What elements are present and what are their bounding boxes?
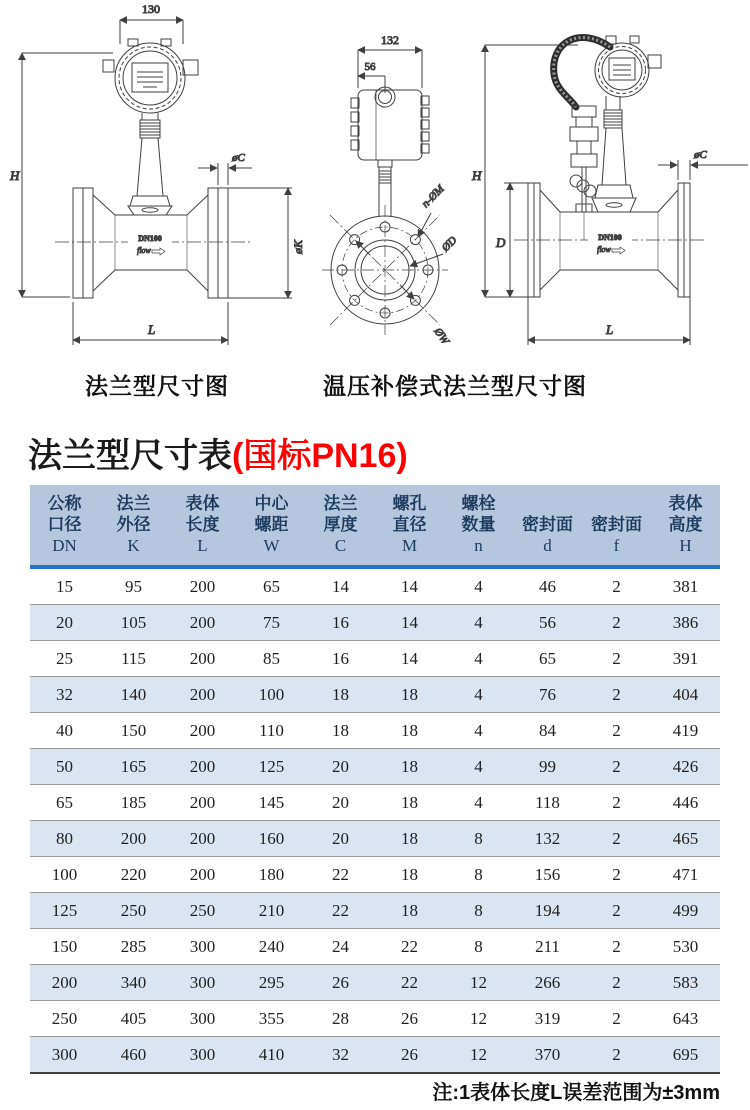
table-cell: 200 xyxy=(168,677,237,713)
table-cell: 105 xyxy=(99,605,168,641)
flange-type-drawing xyxy=(0,0,310,360)
table-cell: 12 xyxy=(444,1037,513,1074)
table-cell: 2 xyxy=(582,749,651,785)
table-cell: 295 xyxy=(237,965,306,1001)
table-cell: 266 xyxy=(513,965,582,1001)
table-cell: 4 xyxy=(444,749,513,785)
table-row xyxy=(30,749,720,785)
table-cell: 20 xyxy=(306,821,375,857)
table-cell: 8 xyxy=(444,821,513,857)
col-body-length: 表体 长度 L xyxy=(168,485,237,567)
table-row xyxy=(30,785,720,821)
col-bolt-hole-diameter: 螺孔 直径 M xyxy=(375,485,444,567)
table-cell: 4 xyxy=(444,641,513,677)
table-cell: 405 xyxy=(99,1001,168,1037)
dim-oC-label: øC xyxy=(232,152,245,164)
title-standard: (国标PN16) xyxy=(232,437,408,475)
table-cell: 18 xyxy=(375,713,444,749)
table-cell: 2 xyxy=(582,821,651,857)
table-cell: 12 xyxy=(444,965,513,1001)
table-cell: 8 xyxy=(444,929,513,965)
pipe-size-label2: DN100 xyxy=(598,233,622,242)
table-cell: 18 xyxy=(375,785,444,821)
table-cell: 240 xyxy=(237,929,306,965)
table-cell: 300 xyxy=(30,1037,99,1074)
table-row xyxy=(30,821,720,857)
flow-label2: flow xyxy=(597,245,611,254)
table-cell: 14 xyxy=(375,641,444,677)
table-cell: 75 xyxy=(237,605,306,641)
col-flange-thickness: 法兰 厚度 C xyxy=(306,485,375,567)
table-cell: 250 xyxy=(99,893,168,929)
table-cell: 300 xyxy=(168,1037,237,1074)
table-cell: 65 xyxy=(513,641,582,677)
table-cell: 32 xyxy=(306,1037,375,1074)
table-cell: 250 xyxy=(30,1001,99,1037)
table-cell: 95 xyxy=(99,567,168,605)
table-cell: 14 xyxy=(375,567,444,605)
table-cell: 15 xyxy=(30,567,99,605)
compensated-type-drawing xyxy=(460,0,750,360)
dim-132-label: 132 xyxy=(381,33,399,47)
dimension-table xyxy=(30,485,720,1074)
table-cell: 643 xyxy=(651,1001,720,1037)
table-cell: 2 xyxy=(582,785,651,821)
table-cell: 355 xyxy=(237,1001,306,1037)
table-note: 注:1表体长度L误差范围为±3mm xyxy=(432,1082,720,1104)
dim-L2-label: L xyxy=(606,322,614,337)
table-cell: 381 xyxy=(651,567,720,605)
table-row xyxy=(30,965,720,1001)
col-sealing-face-d: 密封面 d xyxy=(513,485,582,567)
table-cell: 386 xyxy=(651,605,720,641)
table-cell: 156 xyxy=(513,857,582,893)
table-cell: 2 xyxy=(582,1037,651,1074)
table-cell: 165 xyxy=(99,749,168,785)
col-bolt-count: 螺栓 数量 n xyxy=(444,485,513,567)
table-cell: 695 xyxy=(651,1037,720,1074)
table-cell: 145 xyxy=(237,785,306,821)
dim-130-label: 130 xyxy=(142,2,160,16)
table-cell: 410 xyxy=(237,1037,306,1074)
table-cell: 583 xyxy=(651,965,720,1001)
table-cell: 250 xyxy=(168,893,237,929)
table-cell: 4 xyxy=(444,713,513,749)
table-cell: 194 xyxy=(513,893,582,929)
table-cell: 20 xyxy=(306,749,375,785)
col-body-height: 表体 高度 H xyxy=(651,485,720,567)
table-cell: 100 xyxy=(30,857,99,893)
table-cell: 46 xyxy=(513,567,582,605)
table-cell: 2 xyxy=(582,605,651,641)
table-cell: 28 xyxy=(306,1001,375,1037)
table-cell: 2 xyxy=(582,677,651,713)
table-cell: 200 xyxy=(168,857,237,893)
table-cell: 22 xyxy=(375,929,444,965)
table-header xyxy=(30,485,720,567)
table-cell: 2 xyxy=(582,641,651,677)
table-cell: 22 xyxy=(306,857,375,893)
table-row xyxy=(30,857,720,893)
table-cell: 150 xyxy=(30,929,99,965)
pipe-size-label: DN100 xyxy=(138,234,162,243)
table-cell: 200 xyxy=(168,785,237,821)
table-cell: 460 xyxy=(99,1037,168,1074)
table-cell: 50 xyxy=(30,749,99,785)
dim-H-label: H xyxy=(10,168,20,183)
table-cell: 2 xyxy=(582,713,651,749)
table-cell: 12 xyxy=(444,1001,513,1037)
table-cell: 65 xyxy=(237,567,306,605)
table-cell: 18 xyxy=(375,821,444,857)
table-cell: 125 xyxy=(237,749,306,785)
table-cell: 200 xyxy=(99,821,168,857)
table-cell: 115 xyxy=(99,641,168,677)
table-cell: 471 xyxy=(651,857,720,893)
table-cell: 18 xyxy=(306,713,375,749)
table-cell: 25 xyxy=(30,641,99,677)
table-cell: 22 xyxy=(306,893,375,929)
table-cell: 26 xyxy=(375,1001,444,1037)
table-row xyxy=(30,567,720,605)
table-cell: 391 xyxy=(651,641,720,677)
table-cell: 200 xyxy=(168,713,237,749)
table-cell: 32 xyxy=(30,677,99,713)
table-cell: 85 xyxy=(237,641,306,677)
table-cell: 220 xyxy=(99,857,168,893)
table-row xyxy=(30,929,720,965)
table-row xyxy=(30,605,720,641)
table-cell: 4 xyxy=(444,605,513,641)
col-bolt-circle: 中心 螺距 W xyxy=(237,485,306,567)
table-cell: 26 xyxy=(306,965,375,1001)
table-cell: 300 xyxy=(168,965,237,1001)
dim-56-label: 56 xyxy=(364,61,376,73)
table-cell: 16 xyxy=(306,641,375,677)
table-cell: 56 xyxy=(513,605,582,641)
dim-D-label: D xyxy=(496,235,506,250)
table-cell: 84 xyxy=(513,713,582,749)
table-cell: 285 xyxy=(99,929,168,965)
table-cell: 370 xyxy=(513,1037,582,1074)
table-cell: 110 xyxy=(237,713,306,749)
table-row xyxy=(30,677,720,713)
table-cell: 4 xyxy=(444,785,513,821)
table-cell: 404 xyxy=(651,677,720,713)
title-main: 法兰型尺寸表 xyxy=(28,437,232,475)
table-cell: 20 xyxy=(306,785,375,821)
table-row xyxy=(30,641,720,677)
table-cell: 2 xyxy=(582,893,651,929)
table-cell: 210 xyxy=(237,893,306,929)
table-cell: 20 xyxy=(30,605,99,641)
table-cell: 18 xyxy=(306,677,375,713)
table-cell: 2 xyxy=(582,1001,651,1037)
table-cell: 211 xyxy=(513,929,582,965)
table-cell: 99 xyxy=(513,749,582,785)
table-cell: 200 xyxy=(30,965,99,1001)
bolt-callout-label: n-ØM xyxy=(419,183,447,211)
table-cell: 4 xyxy=(444,677,513,713)
table-cell: 200 xyxy=(168,821,237,857)
table-cell: 100 xyxy=(237,677,306,713)
table-cell: 65 xyxy=(30,785,99,821)
table-cell: 465 xyxy=(651,821,720,857)
dim-oK-label: øK xyxy=(291,239,305,254)
table-cell: 446 xyxy=(651,785,720,821)
table-cell: 499 xyxy=(651,893,720,929)
table-row xyxy=(30,893,720,929)
table-cell: 2 xyxy=(582,929,651,965)
table-cell: 118 xyxy=(513,785,582,821)
table-cell: 300 xyxy=(168,1001,237,1037)
caption-compensated-type: 温压补偿式法兰型尺寸图 xyxy=(323,373,587,399)
table-cell: 132 xyxy=(513,821,582,857)
table-cell: 426 xyxy=(651,749,720,785)
col-nominal-diameter: 公称 口径 DN xyxy=(30,485,99,567)
table-body xyxy=(30,567,720,1073)
dim-oW-label: ØW xyxy=(431,325,452,347)
table-cell: 2 xyxy=(582,567,651,605)
table-cell: 4 xyxy=(444,567,513,605)
dim-H2-label: H xyxy=(472,168,482,183)
table-cell: 14 xyxy=(375,605,444,641)
table-cell: 16 xyxy=(306,605,375,641)
table-cell: 76 xyxy=(513,677,582,713)
table-cell: 18 xyxy=(375,749,444,785)
page-title xyxy=(28,428,408,477)
table-cell: 24 xyxy=(306,929,375,965)
table-cell: 22 xyxy=(375,965,444,1001)
table-cell: 2 xyxy=(582,857,651,893)
table-cell: 18 xyxy=(375,857,444,893)
table-cell: 26 xyxy=(375,1037,444,1074)
table-cell: 200 xyxy=(168,567,237,605)
caption-flange-type: 法兰型尺寸图 xyxy=(85,373,229,399)
dim-oD-label: ØD xyxy=(439,234,460,255)
table-cell: 530 xyxy=(651,929,720,965)
table-cell: 150 xyxy=(99,713,168,749)
table-row xyxy=(30,1001,720,1037)
table-cell: 160 xyxy=(237,821,306,857)
table-cell: 200 xyxy=(168,749,237,785)
table-cell: 8 xyxy=(444,857,513,893)
table-cell: 18 xyxy=(375,677,444,713)
table-cell: 200 xyxy=(168,605,237,641)
table-cell: 300 xyxy=(168,929,237,965)
table-cell: 80 xyxy=(30,821,99,857)
table-cell: 8 xyxy=(444,893,513,929)
table-cell: 185 xyxy=(99,785,168,821)
table-cell: 125 xyxy=(30,893,99,929)
table-cell: 40 xyxy=(30,713,99,749)
table-row xyxy=(30,713,720,749)
table-cell: 140 xyxy=(99,677,168,713)
table-cell: 419 xyxy=(651,713,720,749)
flow-label: flow xyxy=(137,246,151,255)
table-cell: 200 xyxy=(168,641,237,677)
dim-L-label: L xyxy=(148,322,156,337)
col-sealing-face-f: 密封面 f xyxy=(582,485,651,567)
table-cell: 14 xyxy=(306,567,375,605)
table-cell: 340 xyxy=(99,965,168,1001)
dim-oC2-label: øC xyxy=(694,149,707,161)
col-flange-od: 法兰 外径 K xyxy=(99,485,168,567)
table-row xyxy=(30,1037,720,1074)
table-cell: 180 xyxy=(237,857,306,893)
table-cell: 18 xyxy=(375,893,444,929)
table-cell: 319 xyxy=(513,1001,582,1037)
table-cell: 2 xyxy=(582,965,651,1001)
